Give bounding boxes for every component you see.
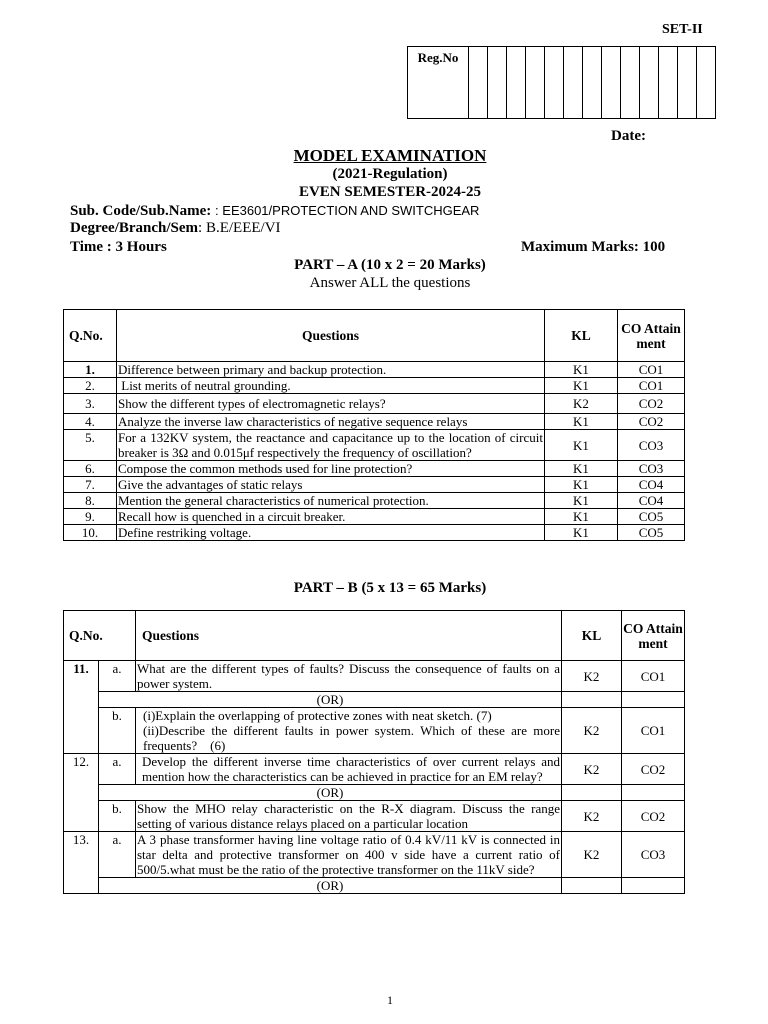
row-question: Define restriking voltage.: [117, 525, 545, 541]
reg-no-cell: [659, 47, 678, 119]
q-number: 12.: [64, 754, 99, 785]
header-questions: Questions: [117, 310, 545, 362]
row-question: Recall how is quenched in a circuit breaker.: [117, 509, 545, 525]
question-text: [136, 708, 562, 754]
header-qno: Q.No.: [64, 611, 136, 661]
exam-title: MODEL EXAMINATION: [293, 146, 487, 165]
part-a-title: PART – A (10 x 2 = 20 Marks): [294, 257, 486, 273]
row-question: List merits of neutral grounding.: [117, 378, 545, 394]
date-label: Date:: [611, 128, 646, 144]
reg-no-cell: [678, 47, 697, 119]
question-co: CO3: [622, 832, 685, 878]
row-question: Difference between primary and backup protection.: [117, 362, 545, 378]
row-co: CO4: [618, 493, 685, 509]
table-row: [64, 509, 685, 525]
regulation: (2021-Regulation): [332, 166, 448, 182]
row-qno: 3.: [64, 394, 117, 414]
row-question: Give the advantages of static relays: [117, 477, 545, 493]
sub-label: b.: [99, 801, 136, 832]
reg-no-label: Reg.No: [408, 47, 469, 119]
table-header-row: [64, 310, 685, 362]
row-qno: 2.: [64, 378, 117, 394]
semester: EVEN SEMESTER-2024-25: [298, 184, 482, 200]
reg-no-box: [407, 46, 716, 119]
table-row: [64, 708, 685, 754]
table-row: [64, 801, 685, 832]
reg-no-cell: [697, 47, 716, 119]
row-co: CO2: [618, 394, 685, 414]
row-co: CO1: [618, 362, 685, 378]
header-questions: Questions: [136, 611, 562, 661]
table-row: [64, 378, 685, 394]
part-a-table: [63, 309, 685, 541]
question-text: What are the different types of faults? Discuss the consequence of faults on a power system.: [137, 661, 560, 691]
row-kl: K1: [545, 493, 618, 509]
reg-no-cell: [564, 47, 583, 119]
row-qno: 1.: [64, 362, 117, 378]
or-row: [64, 785, 685, 801]
question-kl: K2: [562, 832, 622, 878]
header-co: CO Attain ment: [618, 310, 685, 362]
table-row: [64, 661, 685, 692]
row-question: Mention the general characteristics of numerical protection.: [117, 493, 545, 509]
reg-no-cell: [583, 47, 602, 119]
sub-label: a.: [99, 661, 136, 692]
row-kl: K2: [545, 394, 618, 414]
reg-no-cell: [640, 47, 659, 119]
header-kl: KL: [562, 611, 622, 661]
sub-code-value: : EE3601/PROTECTION AND SWITCHGEAR: [215, 203, 480, 218]
table-header-row: [64, 611, 685, 661]
row-co: CO3: [618, 430, 685, 461]
row-kl: K1: [545, 378, 618, 394]
question-text: A 3 phase transformer having line voltage ratio of 0.4 kV/11 kV is connected in star delta and protective transformer on 400 v side have a current ratio of 500/5.what must be the ratio of the protective transformer on the 11kV side?: [137, 832, 560, 877]
row-co: CO3: [618, 461, 685, 477]
row-qno: 5.: [64, 430, 117, 461]
row-qno: 8.: [64, 493, 117, 509]
q-number: 13.: [64, 832, 99, 878]
row-kl: K1: [545, 525, 618, 541]
reg-no-cell: [602, 47, 621, 119]
table-row: [64, 493, 685, 509]
table-row: [64, 394, 685, 414]
row-qno: 4.: [64, 414, 117, 430]
question-kl: K2: [562, 708, 622, 754]
max-marks: Maximum Marks: 100: [521, 239, 666, 255]
row-co: CO2: [618, 414, 685, 430]
table-row: [64, 414, 685, 430]
question-part-ii: (ii)Describe the different faults in power system. Which of these are more frequents? (6): [143, 723, 564, 753]
row-kl: K1: [545, 414, 618, 430]
degree-line: [70, 220, 281, 237]
sub-label: a.: [99, 754, 136, 785]
question-kl: K2: [562, 754, 622, 785]
reg-no-cell: [469, 47, 488, 119]
reg-no-cell: [488, 47, 507, 119]
row-question: Compose the common methods used for line protection?: [117, 461, 545, 477]
part-a-instruction: Answer ALL the questions: [309, 275, 471, 291]
row-qno: 10.: [64, 525, 117, 541]
header-qno: Q.No.: [64, 310, 117, 362]
set-label: SET-II: [662, 22, 703, 37]
sub-code-line: [70, 203, 479, 220]
or-label: (OR): [99, 692, 562, 708]
row-co: CO1: [618, 378, 685, 394]
q-number: 11.: [64, 661, 99, 692]
table-row: [64, 430, 685, 461]
table-row: [64, 477, 685, 493]
or-label: (OR): [99, 878, 562, 894]
part-b-title: PART – B (5 x 13 = 65 Marks): [293, 580, 487, 596]
reg-no-cell: [545, 47, 564, 119]
question-kl: K2: [562, 661, 622, 692]
or-label: (OR): [99, 785, 562, 801]
reg-no-cell: [507, 47, 526, 119]
degree-label: Degree/Branch/Sem: [70, 220, 199, 236]
question-co: CO1: [622, 661, 685, 692]
row-kl: K1: [545, 477, 618, 493]
reg-no-cell: [621, 47, 640, 119]
row-question: Analyze the inverse law characteristics of negative sequence relays: [117, 414, 545, 430]
row-qno: 9.: [64, 509, 117, 525]
row-co: CO5: [618, 509, 685, 525]
question-co: CO2: [622, 801, 685, 832]
question-text: Develop the different inverse time characteristics of over current relays and mention how the characteristics can be achieved in practice for an EM relay?: [136, 754, 562, 785]
time-label: Time : 3 Hours: [70, 239, 167, 255]
table-row: [64, 832, 685, 878]
question-kl: K2: [562, 801, 622, 832]
row-kl: K1: [545, 362, 618, 378]
table-row: [64, 362, 685, 378]
row-qno: 7.: [64, 477, 117, 493]
row-question: Show the different types of electromagnetic relays?: [117, 394, 545, 414]
row-co: CO4: [618, 477, 685, 493]
table-row: [64, 525, 685, 541]
row-kl: K1: [545, 430, 618, 461]
row-kl: K1: [545, 509, 618, 525]
or-row: [64, 692, 685, 708]
question-co: CO1: [622, 708, 685, 754]
row-qno: 6.: [64, 461, 117, 477]
row-co: CO5: [618, 525, 685, 541]
header-co: CO Attain ment: [622, 611, 685, 661]
or-row: [64, 878, 685, 894]
degree-value: : B.E/EEE/VI: [198, 220, 281, 236]
sub-label: b.: [99, 708, 136, 754]
table-row: [64, 754, 685, 785]
table-row: [64, 461, 685, 477]
header-kl: KL: [545, 310, 618, 362]
question-text: Show the MHO relay characteristic on the R-X diagram. Discuss the range setting of various distance relays placed on a particular location: [137, 801, 560, 831]
sub-code-label: Sub. Code/Sub.Name:: [70, 203, 212, 219]
sub-label: a.: [99, 832, 136, 878]
row-question: For a 132KV system, the reactance and capacitance up to the location of circuit breaker is 3Ω and 0.015μf respectively the frequency of oscillation?: [118, 430, 543, 460]
part-b-table: [63, 610, 685, 894]
reg-no-cell: [526, 47, 545, 119]
row-kl: K1: [545, 461, 618, 477]
page-number: 1: [387, 993, 393, 1007]
question-part-i: (i)Explain the overlapping of protective zones with neat sketch. (7): [143, 708, 492, 723]
question-co: CO2: [622, 754, 685, 785]
